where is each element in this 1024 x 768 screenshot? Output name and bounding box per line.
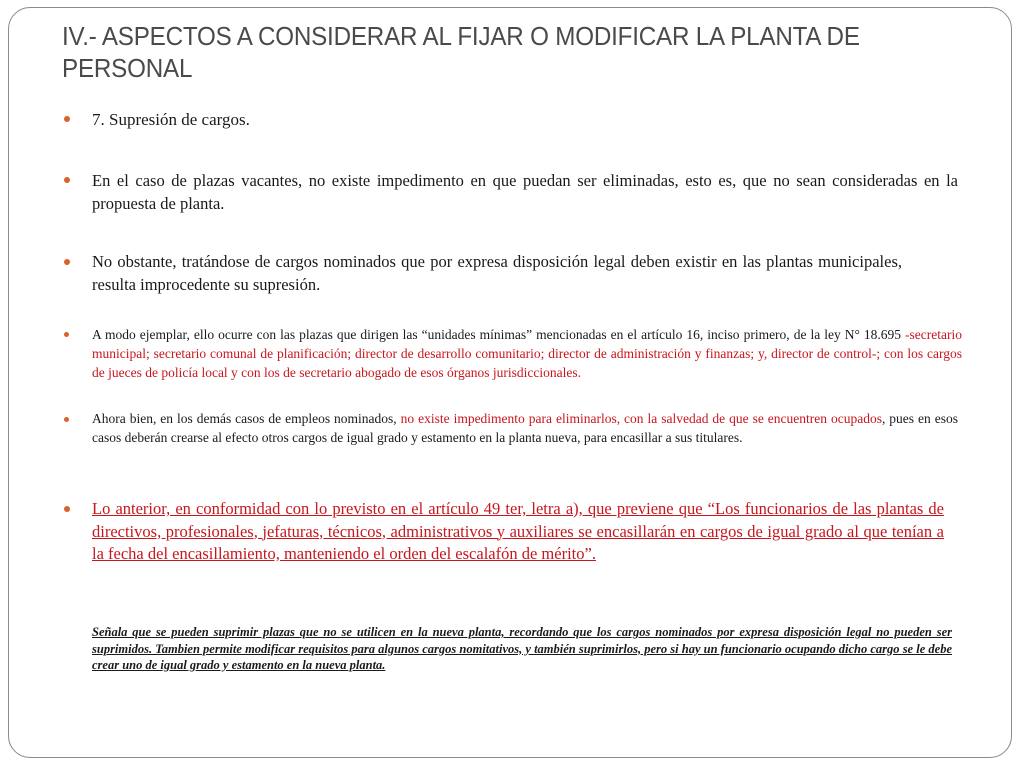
slide-title: IV.- ASPECTOS A CONSIDERAR AL FIJAR O MODIFICAR LA PLANTA DE PERSONAL — [62, 21, 860, 83]
bullet-example — [92, 325, 962, 382]
bullet-example-text: A modo ejemplar, ello ocurre con las plazas que dirigen las “unidades mínimas” mencionadas en el artículo 16, inciso primero, de la ley N° 18.695 — [92, 327, 906, 342]
bullet-other-cases-highlight: no existe impedimento para eliminarlos, con la salvedad de que se encuentren ocupados — [400, 411, 882, 426]
bullet-article-49: Lo anterior, en conformidad con lo previsto en el artículo 49 ter, letra a), que previene que “Los funcionarios de las plantas de directivos, profesionales, jefaturas, técnicos, administrativos y auxiliares se encasillarán en cargos de igual grado al que tenían a la fecha del encasillamiento, manteniendo el orden del escalafón de mérito”. — [92, 499, 944, 563]
bullet-nominated-positions: No obstante, tratándose de cargos nominados que por expresa disposición legal deben existir en las plantas municipales, resulta improcedente su supresión. — [92, 252, 902, 294]
bullet-other-cases-text: Ahora bien, en los demás casos de empleos nominados, — [92, 411, 401, 426]
bullet-other-cases-text-2: , pues en esos casos deberán crearse al efecto otros cargos de igual grado y estamento en la planta nueva, para encasillar a sus titulares. — [92, 411, 958, 445]
bullet-other-cases — [92, 409, 958, 447]
bullet-example-highlight: -secretario municipal; secretario comunal de planificación; director de desarrollo comunitario; director de administración y finanzas; y, director de control-; con los cargos de jueces de policía local y con los de secretario abogado de esos órganos jurisdiccionales. — [92, 327, 962, 380]
bullet-section-heading: 7. Supresión de cargos. — [92, 110, 250, 129]
summary-note: Señala que se pueden suprimir plazas que no se utilicen en la nueva planta, recordando que los cargos nominados por expresa disposición legal no pueden ser suprimidos. Tambien permite modificar requisitos para algunos cargos nomitativos, y también suprimirlos, pero si hay un funcionario ocupando dicho cargo se le debe crear uno de igual grado y estamento en la nueva planta. — [92, 625, 952, 672]
bullet-vacant-positions: En el caso de plazas vacantes, no existe impedimento en que puedan ser eliminadas, esto es, que no sean consideradas en la propuesta de planta. — [92, 171, 958, 213]
